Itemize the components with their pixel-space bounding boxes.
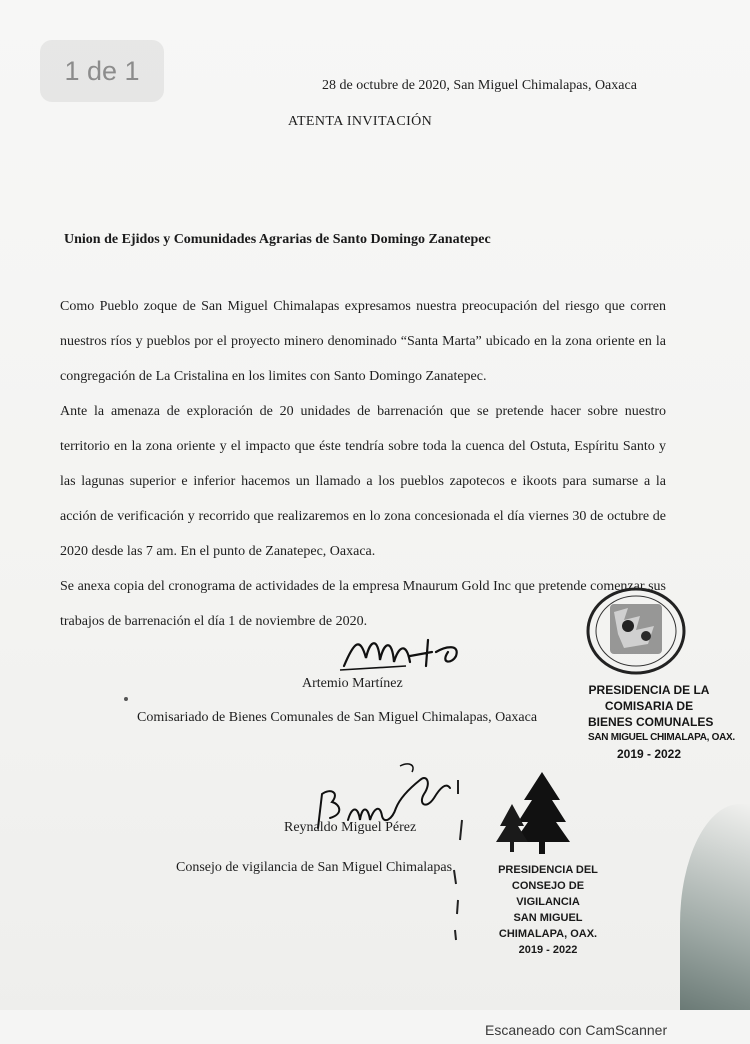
stamp-line: BIENES COMUNALES [588, 715, 714, 729]
letter-body [60, 289, 666, 639]
letter-recipient: Union de Ejidos y Comunidades Agrarias de Santo Domingo Zanatepec [64, 232, 491, 247]
signature-artemio-martinez [336, 622, 466, 674]
stamp-line: VIGILANCIA [516, 896, 580, 908]
signer-1-name: Artemio Martínez [302, 676, 403, 691]
signer-2-name: Reynaldo Miguel Pérez [284, 820, 417, 835]
stamp-line: 2019 - 2022 [616, 747, 682, 761]
stamp-line: SAN MIGUEL [513, 912, 583, 924]
stray-ink-dot [124, 697, 128, 701]
camscanner-watermark: Escaneado con CamScanner [485, 1022, 668, 1038]
comisaria-seal-emblem [584, 586, 688, 676]
stamp-line: SAN MIGUEL CHIMALAPA, OAX. [588, 732, 735, 743]
vigilancia-stamp [478, 862, 618, 958]
page-counter: 1 de 1 [40, 40, 164, 102]
letter-heading: ATENTA INVITACIÓN [288, 114, 433, 129]
body-paragraph-1: Como Pueblo zoque de San Miguel Chimalapas expresamos nuestra preocupación del riesgo que corren nuestros ríos y pueblos por el proyecto minero denominado “Santa Marta” ubicado en la zona oriente en la congregación de La Cristalina en los limites con Santo Domingo Zanatepec. [60, 299, 666, 384]
stamp-line: CONSEJO DE [511, 880, 585, 892]
stamp-line: PRESIDENCIA DEL [498, 864, 598, 876]
stamp-line: PRESIDENCIA DE LA [588, 683, 710, 697]
stamp-border-marks [440, 780, 480, 950]
stamp-line: 2019 - 2022 [518, 944, 578, 956]
page-curl-shadow [680, 804, 750, 1044]
stamp-line: CHIMALAPA, OAX. [498, 928, 598, 940]
body-paragraph-2: Ante la amenaza de exploración de 20 unidades de barrenación que se pretende hacer sobre nuestro territorio en la zona oriente y el impacto que éste tendría sobre toda la cuenca del Ostuta, Espíritu Santo y las lagunas superior e inferior hacemos un llamado a los pueblos zapotecos e ikoots para sumarse a la acción de verificación y recorrido que realizaremos en lo zona concesionada el día viernes 30 de octubre de 2020 desde las 7 am. En el punto de Zanatepec, Oaxaca. [60, 404, 666, 559]
comisaria-stamp [588, 682, 735, 762]
stamp-line: COMISARIA DE [604, 699, 694, 713]
body-paragraph-3: Se anexa copia del cronograma de actividades de la empresa Mnaurum Gold Inc que pretende comenzar sus trabajos de barrenación el día 1 de noviembre de 2020. [60, 579, 666, 629]
pine-trees-emblem [494, 770, 584, 856]
letter-date-line: 28 de octubre de 2020, San Miguel Chimalapas, Oaxaca [322, 78, 637, 93]
signer-2-role: Consejo de vigilancia de San Miguel Chimalapas [176, 860, 453, 875]
signer-1-role: Comisariado de Bienes Comunales de San Miguel Chimalapas, Oaxaca [137, 710, 538, 725]
